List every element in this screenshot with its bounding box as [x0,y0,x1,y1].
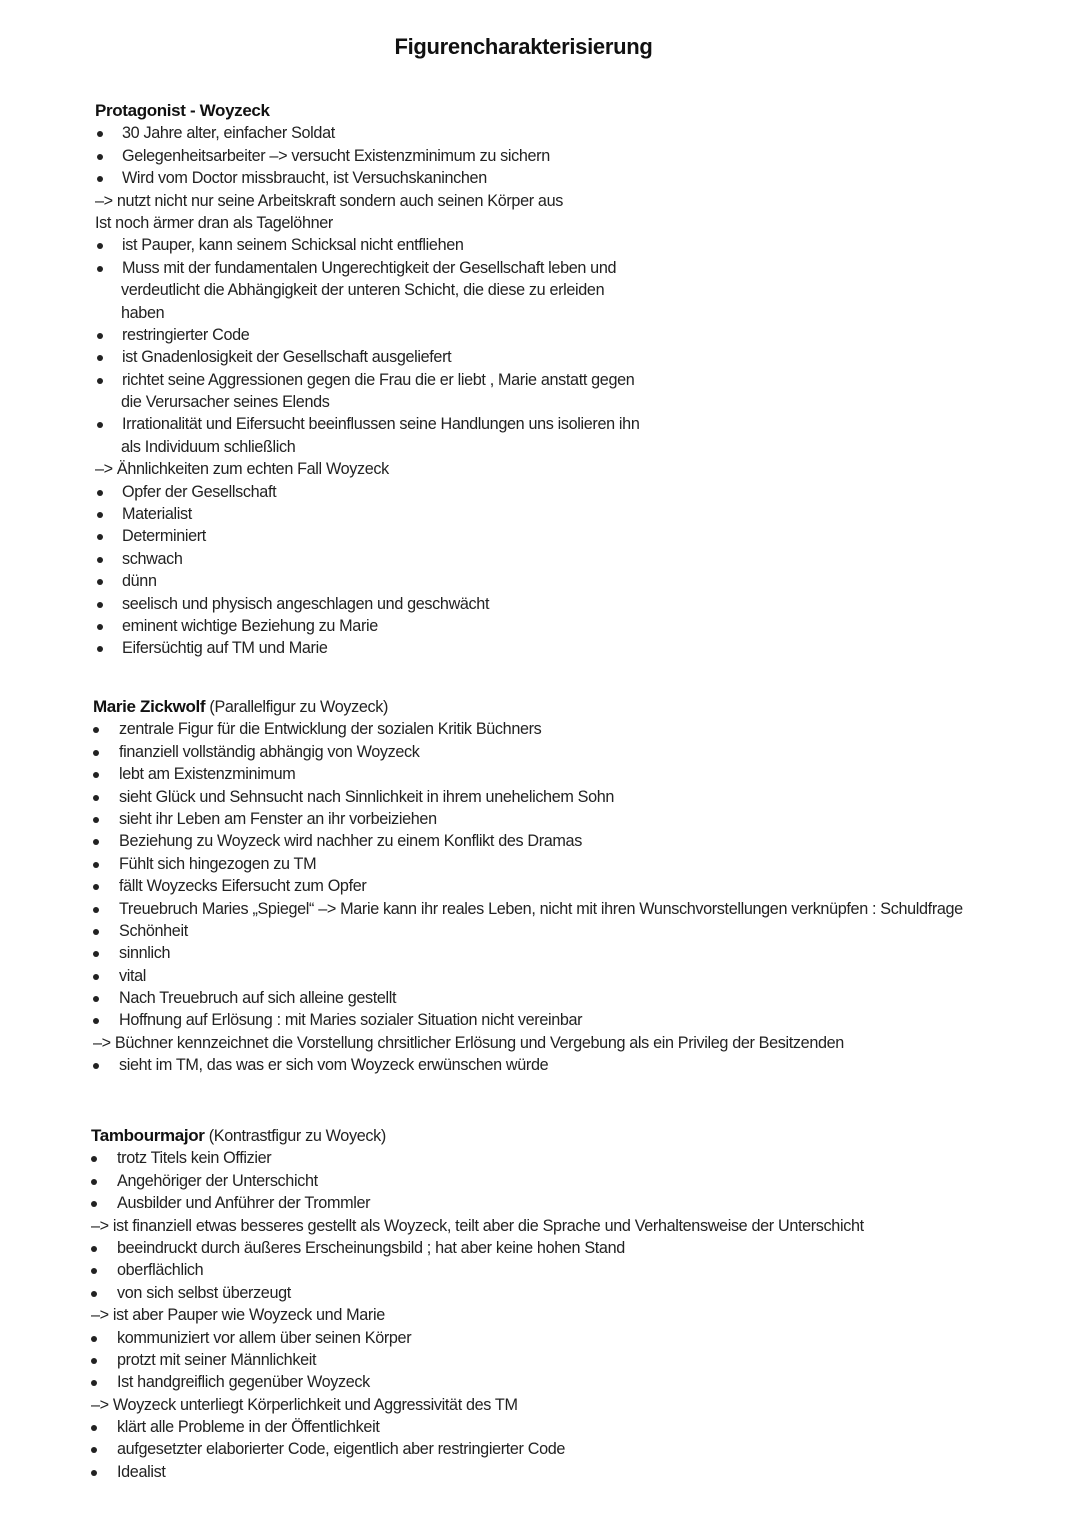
line-text: als Individuum schließlich [121,437,296,456]
bullet-icon [97,243,103,249]
bullet-item [91,1416,1080,1438]
text-line [95,391,1080,413]
bullet-icon [93,839,99,845]
line-text: –> nutzt nicht nur seine Arbeitskraft sondern auch seinen Körper aus [95,191,563,210]
bullet-icon [93,772,99,778]
bullet-icon [93,817,99,823]
line-text: Wird vom Doctor missbraucht, ist Versuchskaninchen [122,169,487,188]
bullet-item [93,987,1080,1009]
bullet-icon [97,154,103,160]
bullet-item [91,1438,1080,1460]
bullet-icon [91,1470,97,1476]
bullet-icon [91,1179,97,1185]
bullet-icon [97,512,103,518]
bullet-icon [93,907,99,913]
section-heading [95,100,1080,122]
bullet-item [91,1147,1080,1169]
bullet-icon [97,602,103,608]
bullet-icon [93,884,99,890]
line-text: Opfer der Gesellschaft [122,482,277,501]
bullet-icon [93,996,99,1002]
bullet-icon [93,951,99,957]
bullet-item [91,1237,1080,1259]
line-text: Ist handgreiflich gegenüber Woyzeck [117,1373,370,1392]
text-line [95,212,1080,234]
text-line [95,279,1080,301]
bullet-item [93,1009,1080,1031]
bullet-item [95,503,1080,525]
section-marie [0,696,1080,1077]
bullet-item [95,346,1080,368]
bullet-item [95,548,1080,570]
line-text: oberflächlich [117,1261,204,1280]
bullet-item [93,763,1080,785]
line-text: richtet seine Aggressionen gegen die Frau die er liebt , Marie anstatt gegen [122,370,635,389]
bullet-item [95,324,1080,346]
line-text: Ist noch ärmer dran als Tagelöhner [95,213,333,232]
bullet-item [91,1282,1080,1304]
bullet-item [93,786,1080,808]
line-text: verdeutlicht die Abhängigkeit der unteren Schicht, die diese zu erleiden [121,281,605,300]
line-text: klärt alle Probleme in der Öffentlichkeit [117,1418,380,1437]
line-text: aufgesetzter elaborierter Code, eigentlich aber restringierter Code [117,1440,566,1459]
line-text: –> ist aber Pauper wie Woyzeck und Marie [91,1306,385,1325]
line-text: fällt Woyzecks Eifersucht zum Opfer [119,877,367,896]
section-heading [93,696,1080,718]
line-text: Fühlt sich hingezogen zu TM [119,854,317,873]
bullet-item [95,167,1080,189]
bullet-item [91,1349,1080,1371]
bullet-item [91,1371,1080,1393]
line-text: sinnlich [119,944,171,963]
bullet-item [93,898,1080,920]
bullet-item [93,853,1080,875]
line-text: restringierter Code [122,325,250,344]
line-text: Gelegenheitsarbeiter –> versucht Existenzminimum zu sichern [122,146,550,165]
line-text: schwach [122,549,183,568]
bullet-item [95,369,1080,391]
heading-role: (Parallelfigur zu Woyzeck) [205,698,389,716]
arrow-note [91,1394,1080,1416]
bullet-icon [93,727,99,733]
bullet-icon [91,1268,97,1274]
line-text: dünn [122,572,157,591]
bullet-icon [97,131,103,137]
arrow-note [95,458,1080,480]
line-text: protzt mit seiner Männlichkeit [117,1350,317,1369]
line-text: beeindruckt durch äußeres Erscheinungsbild ; hat aber keine hohen Stand [117,1238,625,1257]
heading-name: Tambourmajor [91,1126,205,1145]
bullet-item [95,615,1080,637]
line-text: die Verursacher seines Elends [121,393,330,412]
line-text: sieht Glück und Sehnsucht nach Sinnlichkeit in ihrem unehelichem Sohn [119,787,615,806]
bullet-icon [97,333,103,339]
bullet-item [95,413,1080,435]
line-text: Ausbilder und Anführer der Trommler [117,1194,371,1213]
line-text: Hoffnung auf Erlösung : mit Maries sozialer Situation nicht vereinbar [119,1011,583,1030]
bullet-item [91,1461,1080,1483]
bullet-icon [97,534,103,540]
section-woyzeck [0,100,1080,660]
text-line [95,302,1080,324]
line-text: Irrationalität und Eifersucht beeinflussen seine Handlungen uns isolieren ihn [122,415,640,434]
bullet-item [91,1192,1080,1214]
line-text: sieht ihr Leben am Fenster an ihr vorbeiziehen [119,809,437,828]
line-text: –> Büchner kennzeichnet die Vorstellung chrsitlicher Erlösung und Vergebung als ein Privileg der Besitzenden [93,1033,844,1052]
line-text: Determiniert [122,527,206,546]
bullet-item [93,741,1080,763]
bullet-icon [91,1358,97,1364]
bullet-item [95,570,1080,592]
bullet-item [91,1327,1080,1349]
bullet-icon [91,1201,97,1207]
bullet-icon [93,750,99,756]
bullet-item [91,1259,1080,1281]
heading-name: Protagonist - Woyzeck [95,101,270,120]
bullet-item [93,942,1080,964]
arrow-note [91,1215,1080,1237]
line-text: vital [119,966,147,985]
line-text: 30 Jahre alter, einfacher Soldat [122,124,335,143]
line-text: –> ist finanziell etwas besseres gestellt als Woyzeck, teilt aber die Sprache und Verhaltensweise der Unterschicht [91,1216,864,1235]
bullet-icon [91,1336,97,1342]
bullet-icon [97,355,103,361]
bullet-icon [93,929,99,935]
bullet-icon [91,1246,97,1252]
line-text: kommuniziert vor allem über seinen Körper [117,1328,412,1347]
text-line [95,436,1080,458]
line-text: haben [121,303,165,322]
bullet-icon [93,862,99,868]
bullet-icon [97,579,103,585]
line-text: Angehöriger der Unterschicht [117,1171,318,1190]
arrow-note [93,1032,1080,1054]
bullet-icon [97,624,103,630]
bullet-icon [93,1063,99,1069]
line-text: eminent wichtige Beziehung zu Marie [122,616,378,635]
bullet-icon [91,1425,97,1431]
line-text: Eifersüchtig auf TM und Marie [122,639,328,658]
bullet-item [95,122,1080,144]
bullet-icon [91,1380,97,1386]
line-text: von sich selbst überzeugt [117,1283,291,1302]
bullet-item [95,234,1080,256]
line-text: seelisch und physisch angeschlagen und geschwächt [122,594,490,613]
line-text: sieht im TM, das was er sich vom Woyzeck erwünschen würde [119,1056,549,1075]
heading-role: (Kontrastfigur zu Woyeck) [204,1127,386,1145]
line-text: trotz Titels kein Offizier [117,1149,272,1168]
bullet-item [95,257,1080,279]
bullet-icon [91,1447,97,1453]
bullet-item [95,593,1080,615]
line-text: –> Ähnlichkeiten zum echten Fall Woyzeck [95,460,389,479]
line-text: Idealist [117,1462,166,1481]
bullet-icon [91,1156,97,1162]
bullet-icon [97,490,103,496]
bullet-icon [93,974,99,980]
bullet-icon [93,795,99,801]
line-text: Muss mit der fundamentalen Ungerechtigkeit der Gesellschaft leben und [122,258,617,277]
section-tambourmajor [0,1125,1080,1483]
bullet-item [91,1170,1080,1192]
bullet-icon [93,1018,99,1024]
bullet-item [93,718,1080,740]
bullet-item [93,808,1080,830]
bullet-item [95,481,1080,503]
bullet-item [95,145,1080,167]
bullet-icon [97,378,103,384]
bullet-icon [97,176,103,182]
arrow-note [95,190,1080,212]
heading-name: Marie Zickwolf [93,697,206,716]
bullet-item [95,525,1080,547]
bullet-icon [97,422,103,428]
section-heading [91,1125,1080,1147]
bullet-item [93,965,1080,987]
bullet-icon [91,1291,97,1297]
bullet-item [95,637,1080,659]
line-text: zentrale Figur für die Entwicklung der sozialen Kritik Büchners [119,720,542,739]
line-text: lebt am Existenzminimum [119,765,296,784]
bullet-icon [97,557,103,563]
line-text: Beziehung zu Woyzeck wird nachher zu einem Konflikt des Dramas [119,832,582,851]
line-text: Nach Treuebruch auf sich alleine gestellt [119,989,397,1008]
bullet-icon [97,266,103,272]
page-title: Figurencharakterisierung [394,34,653,59]
bullet-item [93,920,1080,942]
bullet-item [93,830,1080,852]
line-text: ist Gnadenlosigkeit der Gesellschaft ausgeliefert [122,348,452,367]
line-text: finanziell vollständig abhängig von Woyzeck [119,742,420,761]
bullet-icon [97,646,103,652]
arrow-note [91,1304,1080,1326]
bullet-item [93,1054,1080,1076]
line-text: –> Woyzeck unterliegt Körperlichkeit und Aggressivität des TM [91,1395,518,1414]
line-text: ist Pauper, kann seinem Schicksal nicht entfliehen [122,236,464,255]
bullet-item [93,875,1080,897]
line-text: Treuebruch Maries „Spiegel“ –> Marie kann ihr reales Leben, nicht mit ihren Wunschvorstellungen verknüpfen : Schuldfrage [119,899,963,918]
line-text: Schönheit [119,921,188,940]
line-text: Materialist [122,505,192,524]
